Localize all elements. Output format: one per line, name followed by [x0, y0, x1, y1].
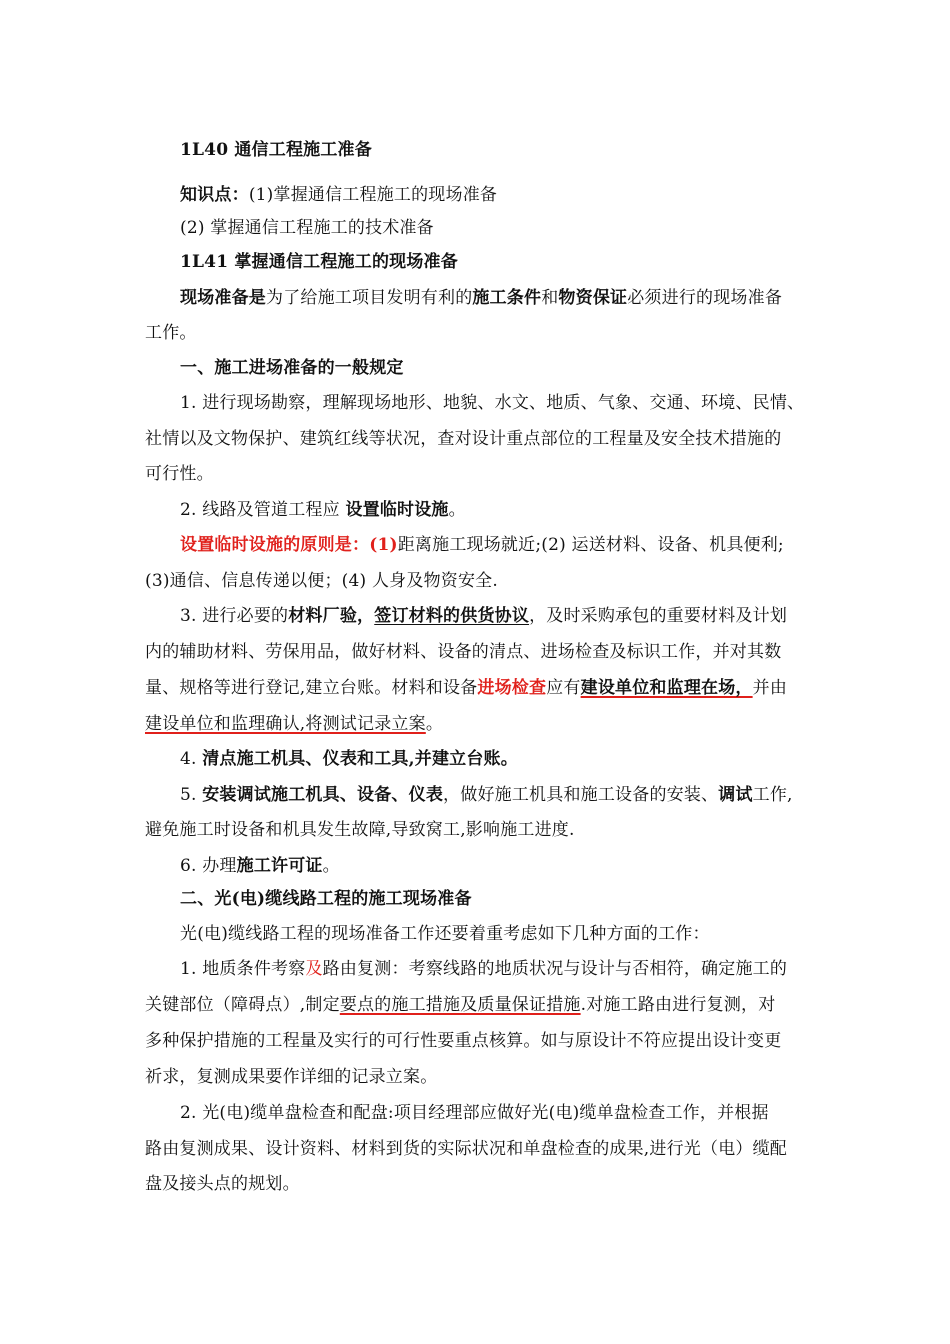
section-title-1l41: 1L41 掌握通信工程施工的现场准备	[180, 252, 458, 272]
doc-title: 1L40 通信工程施工准备	[180, 140, 372, 160]
principle-line-1: 设置临时设施的原则是：(1)距离施工现场就近;(2) 运送材料、设备、机具便利;	[180, 535, 784, 555]
item-3-line-2: 内的辅助材料、劳保用品，做好材料、设备的清点、进场检查及标识工作，并对其数	[145, 642, 782, 662]
item-6: 6. 办理施工许可证。	[180, 856, 340, 876]
cable-item-1-line-4: 祈求，复测成果要作详细的记录立案。	[145, 1067, 438, 1087]
item-2: 2. 线路及管道工程应 设置临时设施。	[180, 500, 466, 520]
item-5-line-1: 5. 安装调试施工机具、设备、仪表，做好施工机具和施工设备的安装、调试工作,	[180, 785, 793, 805]
item-1-line-1: 1. 进行现场勘察，理解现场地形、地貌、水文、地质、气象、交通、环境、民情、	[180, 393, 805, 413]
item-3-line-3: 量、规格等进行登记,建立台账。材料和设备进场检查应有建设单位和监理在场，并由	[145, 678, 788, 698]
item-3-line-4: 建设单位和监理确认,将测试记录立案。	[145, 714, 444, 734]
cable-item-1-line-2: 关键部位（障碍点）,制定要点的施工措施及质量保证措施.对施工路由进行复测，对	[145, 995, 776, 1015]
item-4: 4. 清点施工机具、仪表和工具,并建立台账。	[180, 749, 518, 769]
intro-paragraph-line-1: 现场准备是为了给施工项目发明有利的施工条件和物资保证必须进行的现场准备	[180, 288, 783, 308]
cable-item-2-line-1: 2. 光(电)缆单盘检查和配盘:项目经理部应做好光(电)缆单盘检查工作，并根据	[180, 1103, 769, 1123]
heading-1: 一、施工进场准备的一般规定	[180, 358, 404, 378]
item-5-line-2: 避免施工时设备和机具发生故障,导致窝工,影响施工进度.	[145, 820, 575, 840]
kp-item-1: (1)掌握通信工程施工的现场准备	[248, 185, 498, 205]
kp-label: 知识点：	[180, 185, 249, 205]
cable-item-1-line-3: 多种保护措施的工程量及实行的可行性要重点核算。如与原设计不符应提出设计变更	[145, 1031, 782, 1051]
cable-item-2-line-2: 路由复测成果、设计资料、材料到货的实际状况和单盘检查的成果,进行光（电）缆配	[145, 1139, 788, 1159]
knowledge-points-line-2: (2) 掌握通信工程施工的技术准备	[180, 218, 434, 238]
cable-item-2-line-3: 盘及接头点的规划。	[145, 1174, 300, 1194]
cable-intro: 光(电)缆线路工程的现场准备工作还要着重考虑如下几种方面的工作：	[180, 924, 710, 944]
cable-item-1-line-1: 1. 地质条件考察及路由复测：考察线路的地质状况与设计与否相符，确定施工的	[180, 959, 788, 979]
knowledge-points-line-1	[180, 184, 840, 206]
item-3-line-1: 3. 进行必要的材料厂验，签订材料的供货协议，及时采购承包的重要材料及计划	[180, 606, 788, 626]
intro-paragraph-line-2: 工作。	[145, 323, 197, 343]
principle-line-2: (3)通信、信息传递以便；(4) 人身及物资安全.	[145, 571, 498, 591]
item-1-line-3: 可行性。	[145, 464, 214, 484]
heading-2: 二、光(电)缆线路工程的施工现场准备	[180, 889, 472, 909]
item-1-line-2: 社情以及文物保护、建筑红线等状况，查对设计重点部位的工程量及安全技术措施的	[145, 429, 782, 449]
